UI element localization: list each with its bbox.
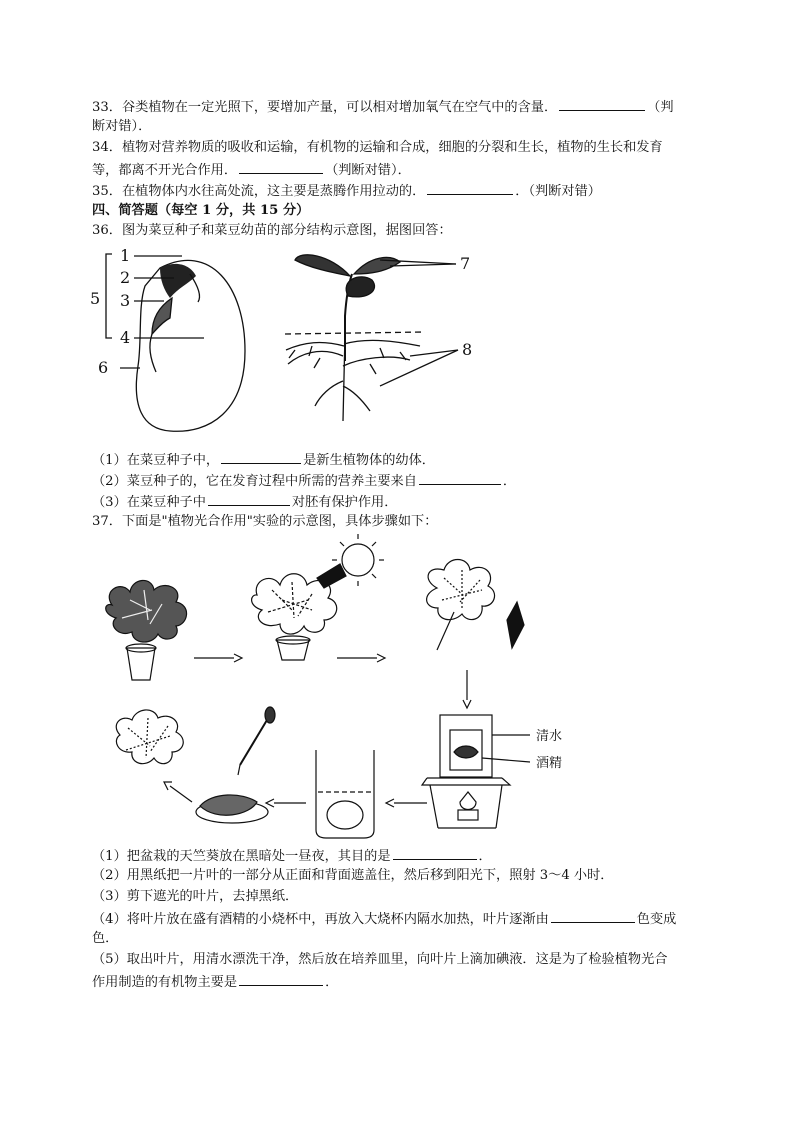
q36-sub2-blank[interactable] — [419, 471, 501, 485]
large-beaker-iodine — [316, 750, 374, 838]
q34-text: 等，都离不开光合作用． — [92, 163, 238, 178]
q37-step5-line2 — [92, 972, 338, 992]
q36-sub2-tail: ． — [502, 474, 517, 489]
label-4: 4 — [120, 328, 131, 347]
q35-line — [92, 181, 601, 201]
q33-tail1: （判 — [647, 100, 674, 115]
q37-step4 — [92, 909, 676, 929]
label-7: 7 — [460, 254, 471, 273]
q34-tail: （判断对错）． — [325, 163, 411, 178]
label-3: 3 — [120, 291, 131, 310]
q36-sub1-blank[interactable] — [221, 450, 301, 464]
q37-step1-text: （1）把盆栽的天竺葵放在黑暗处一昼夜，其目的是 — [92, 849, 391, 864]
q36-sub2 — [92, 471, 516, 491]
section-title: 四、简答题（每空 1 分，共 15 分） — [92, 203, 310, 218]
q37-step3: （3）剪下遮光的叶片，去掉黑纸． — [92, 889, 299, 904]
photosynthesis-experiment-figure — [92, 530, 702, 850]
q37-step4-text: （4）将叶片放在盛有酒精的小烧杯中，再放入大烧杯内隔水加热，叶片逐渐由 — [92, 912, 549, 927]
q37-step4-blank1[interactable] — [551, 909, 635, 923]
label-5: 5 — [90, 289, 101, 308]
q34-line1: 34．植物对营养物质的吸收和运输，有机物的运输和合成，细胞的分裂和生长，植物的生长和发育 — [92, 140, 663, 155]
bean-seed-outline — [136, 260, 245, 431]
q37-intro: 37．下面是"植物光合作用"实验的示意图，具体步骤如下： — [92, 514, 438, 529]
label-8: 8 — [462, 340, 473, 359]
q34-answer-blank[interactable] — [239, 160, 323, 174]
q35-tail: ．（判断对错） — [515, 184, 601, 199]
label-6: 6 — [98, 358, 109, 377]
q36-intro: 36．图为菜豆种子和菜豆幼苗的部分结构示意图，据图回答： — [92, 223, 452, 238]
final-leaf — [116, 710, 183, 764]
q36-sub3 — [92, 492, 397, 512]
q37-step5-tail: ． — [325, 975, 339, 990]
q33-line2: 断对错）． — [92, 119, 152, 134]
label-water: 清水 — [536, 729, 563, 744]
q33-answer-blank[interactable] — [559, 97, 645, 111]
q37-step5-blank[interactable] — [239, 972, 323, 986]
q36-sub1-text: （1）在菜豆种子中， — [92, 453, 220, 468]
q35-answer-blank[interactable] — [427, 181, 513, 195]
q36-sub3-blank[interactable] — [208, 492, 290, 506]
label-2: 2 — [120, 268, 131, 287]
q36-sub3-tail: 对胚有保护作用． — [291, 495, 398, 510]
cut-leaf — [427, 560, 524, 651]
q37-step4-cont: 色． — [92, 931, 119, 946]
q34-line2 — [92, 160, 411, 180]
q37-step5-line1: （5）取出叶片，用清水漂洗干净，然后放在培养皿里，向叶片上滴加碘液．这是为了检验植物光合 — [92, 952, 668, 967]
q33-line1 — [92, 97, 674, 117]
q37-step1-tail: ． — [478, 849, 492, 864]
label-1: 1 — [120, 246, 131, 265]
bean-seed-seedling-figure — [90, 246, 490, 436]
q37-step1 — [92, 846, 492, 866]
q37-step1-blank[interactable] — [393, 846, 477, 860]
q33-text: 33．谷类植物在一定光照下，要增加产量，可以相对增加氧气在空气中的含量． — [92, 100, 558, 115]
potted-plant-light — [252, 564, 346, 660]
q37-step4-mid: 色变成 — [636, 912, 677, 927]
label-alcohol: 酒精 — [536, 756, 563, 771]
q37-step5-text: 作用制造的有机物主要是 — [92, 975, 238, 990]
water-bath-heating-setup — [422, 715, 530, 828]
q35-text: 35．在植物体内水往高处流，这主要是蒸腾作用拉动的． — [92, 184, 426, 199]
q36-sub1-tail: 是新生植物体的幼体． — [303, 453, 435, 468]
potted-plant-dark — [106, 580, 187, 680]
q36-sub1 — [92, 450, 435, 470]
q36-sub2-text: （2）菜豆种子的，它在发育过程中所需的营养主要来自 — [92, 474, 417, 489]
petri-dish-dropper — [196, 707, 275, 823]
q37-step2: （2）用黑纸把一片叶的一部分从正面和背面遮盖住，然后移到阳光下，照射 3～4 小时． — [92, 868, 614, 883]
q36-sub3-text: （3）在菜豆种子中 — [92, 495, 206, 510]
